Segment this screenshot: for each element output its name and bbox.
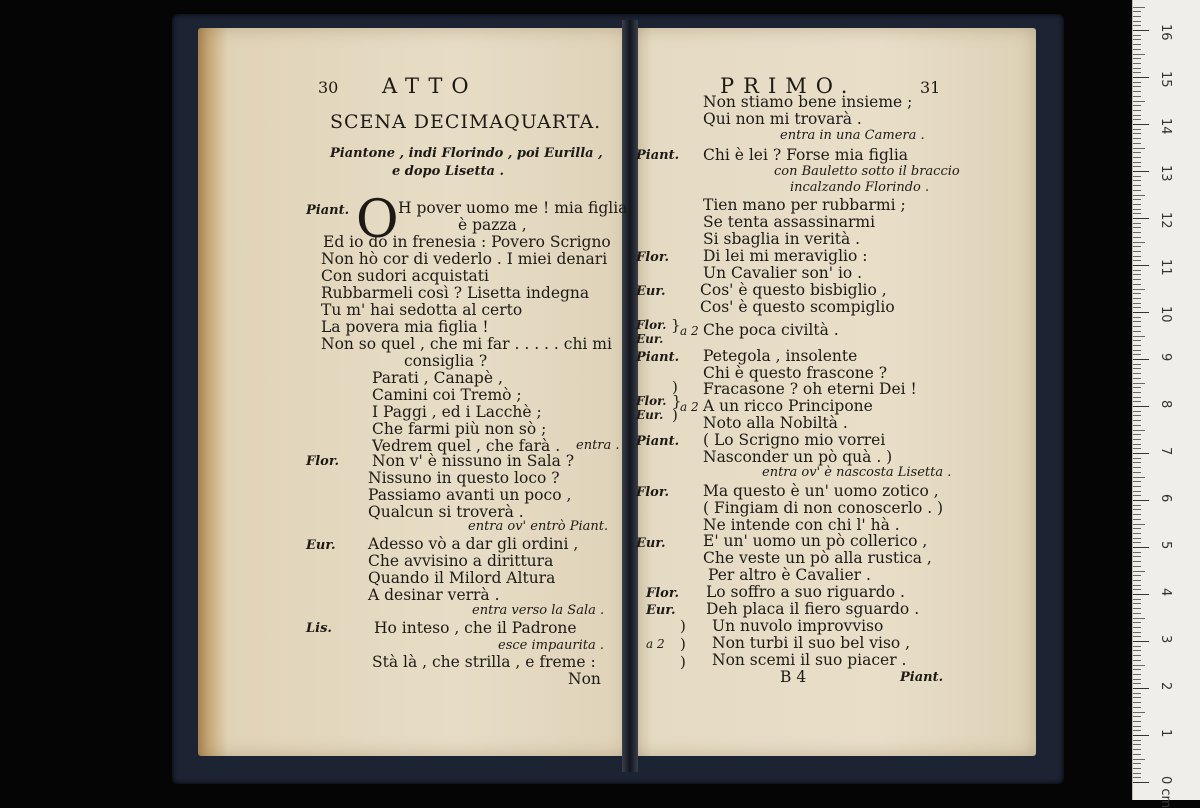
ruler-tick [1133, 21, 1141, 22]
verse-line: Fracasone ? oh eterni Dei ! [703, 380, 917, 398]
ruler-tick [1133, 204, 1141, 205]
verse-line: Non so quel , che mi far . . . . . chi mi [321, 335, 612, 353]
ruler-tick [1133, 256, 1141, 257]
ruler-tick [1133, 284, 1141, 285]
right-running-head: PRIMO. [720, 74, 857, 98]
ruler-tick [1133, 213, 1141, 214]
ruler-tick [1133, 580, 1141, 581]
ruler-tick [1133, 265, 1149, 266]
ruler-tick [1133, 759, 1145, 760]
verse-line: La povera mia figlia ! [321, 318, 489, 336]
ruler-tick [1133, 547, 1149, 548]
ruler-tick [1133, 105, 1141, 106]
ruler-label: 2 [1158, 682, 1173, 691]
a-due-marker: a 2 [646, 637, 665, 651]
ruler-tick [1133, 246, 1141, 247]
verse-line: Petegola , insolente [703, 347, 858, 365]
speaker-label: Eur. [636, 536, 666, 551]
ruler-tick [1133, 603, 1141, 604]
ruler-tick [1133, 434, 1141, 435]
ruler-tick [1133, 763, 1141, 764]
ruler-tick [1133, 721, 1141, 722]
ruler-tick [1133, 7, 1145, 8]
ruler-tick [1133, 495, 1141, 496]
ruler-tick [1133, 331, 1141, 332]
ruler-tick [1133, 585, 1141, 586]
ruler-tick [1133, 298, 1141, 299]
brace-mark: ) ) ) [680, 617, 686, 671]
ruler-tick [1133, 688, 1149, 689]
ruler-tick [1133, 552, 1141, 553]
ruler-tick [1133, 665, 1145, 666]
ruler-tick [1133, 660, 1141, 661]
speaker-label: Flor. [636, 250, 670, 265]
ruler-tick [1133, 368, 1141, 369]
ruler-tick [1133, 702, 1141, 703]
ruler-tick [1133, 674, 1141, 675]
measuring-ruler [1132, 0, 1200, 808]
ruler-tick [1133, 35, 1141, 36]
verse-line: Parati , Canapè , [372, 369, 503, 387]
ruler-tick [1133, 242, 1145, 243]
ruler-tick [1133, 697, 1141, 698]
ruler-label: 10 [1158, 306, 1173, 323]
verse-line: Qualcun si troverà . [368, 503, 524, 521]
stage-direction: incalzando Florindo . [790, 180, 930, 195]
ruler-label: 16 [1158, 24, 1173, 41]
speaker-label: Eur. [646, 603, 676, 618]
ruler-tick [1133, 425, 1141, 426]
verse-line: A desinar verrà . [368, 586, 500, 604]
left-running-head: ATTO [382, 74, 478, 98]
verse-line: Cos' è questo scompiglio [700, 298, 895, 316]
ruler-tick [1133, 730, 1141, 731]
verse-line: Ma questo è un' uomo zotico , [703, 482, 939, 500]
speaker-label: Piant. [306, 203, 350, 218]
ruler-tick [1133, 387, 1141, 388]
ruler-tick [1133, 44, 1141, 45]
verse-line: Di lei mi meraviglio : [703, 247, 868, 265]
ruler-tick [1133, 477, 1145, 478]
ruler-tick [1133, 54, 1145, 55]
verse-line: Tien mano per rubbarmi ; [703, 196, 906, 214]
ruler-tick [1133, 613, 1141, 614]
ruler-tick [1133, 209, 1141, 210]
ruler-tick [1133, 777, 1141, 778]
verse-line: I Paggi , ed i Lacchè ; [372, 403, 542, 421]
verse-line: Che avvisino a dirittura [368, 552, 554, 570]
ruler-tick [1133, 556, 1141, 557]
ruler-tick [1133, 223, 1141, 224]
ruler-tick [1133, 491, 1141, 492]
ruler-label: 7 [1158, 447, 1173, 456]
verse-line: Che poca civiltà . [703, 321, 839, 339]
verse-line: ( Lo Scrigno mio vorrei [703, 431, 886, 449]
ruler-tick [1133, 110, 1141, 111]
ruler-tick [1133, 68, 1141, 69]
ruler-tick [1133, 627, 1141, 628]
brace-mark: ) } ) [672, 378, 682, 424]
ruler-tick [1133, 260, 1141, 261]
ruler-label: 3 [1158, 635, 1173, 644]
ruler-label: 6 [1158, 494, 1173, 503]
stage-direction: entra verso la Sala . [472, 603, 605, 618]
ruler-tick [1133, 430, 1145, 431]
verse-line: Un Cavalier son' io . [703, 264, 863, 282]
verse-line: Qui non mi trovarà . [703, 110, 862, 128]
ruler-tick [1133, 49, 1141, 50]
brace-mark: } [671, 316, 681, 334]
speaker-label: Eur. [306, 538, 336, 553]
verse-line: Per altro è Cavalier . [708, 566, 871, 584]
ruler-tick [1133, 608, 1141, 609]
ruler-tick [1133, 768, 1141, 769]
ruler-tick [1133, 472, 1141, 473]
ruler-tick [1133, 646, 1141, 647]
ruler-tick [1133, 406, 1149, 407]
ruler-tick [1133, 566, 1141, 567]
ruler-tick [1133, 542, 1141, 543]
ruler-tick [1133, 289, 1145, 290]
ruler-tick [1133, 345, 1141, 346]
speaker-label: Eur. [636, 284, 666, 299]
ruler-tick [1133, 91, 1141, 92]
verse-line: Passiamo avanti un poco , [368, 486, 572, 504]
ruler-tick [1133, 86, 1141, 87]
ruler-tick [1133, 171, 1149, 172]
verse-line: Ho inteso , che il Padrone [374, 619, 577, 637]
ruler-tick [1133, 157, 1141, 158]
ruler-tick [1133, 317, 1141, 318]
verse-line: Deh placa il fiero sguardo . [706, 600, 920, 618]
catchword: Piant. [900, 670, 944, 685]
ruler-tick [1133, 439, 1141, 440]
ruler-tick [1133, 166, 1141, 167]
stage-direction: entra ov' è nascosta Lisetta . [762, 465, 952, 480]
verse-line: H pover uomo me ! mia figlia [398, 199, 628, 217]
ruler-tick [1133, 420, 1141, 421]
stage-direction: con Bauletto sotto il braccio [774, 164, 960, 179]
ruler-label: 0 cm [1158, 776, 1173, 808]
verse-line: Si sbaglia in verità . [703, 230, 861, 248]
ruler-tick [1133, 359, 1149, 360]
ruler-tick [1133, 307, 1141, 308]
ruler-tick [1133, 679, 1141, 680]
speaker-label: Flor. Eur. [636, 394, 667, 422]
ruler-tick [1133, 538, 1141, 539]
ruler-tick [1133, 500, 1149, 501]
ruler-tick [1133, 467, 1141, 468]
ruler-tick [1133, 754, 1141, 755]
speaker-label: Piant. [636, 148, 680, 163]
ruler-tick [1133, 162, 1141, 163]
a-due-marker: a 2 [680, 324, 699, 338]
verse-line: Camini coi Tremò ; [372, 386, 522, 404]
ruler-tick [1133, 279, 1141, 280]
ruler-tick [1133, 716, 1141, 717]
ruler-tick [1133, 124, 1149, 125]
ruler-tick [1133, 350, 1141, 351]
ruler-tick [1133, 411, 1141, 412]
ruler-tick [1133, 101, 1145, 102]
speaker-label: Lis. [306, 621, 332, 636]
ruler-tick [1133, 340, 1141, 341]
verse-line: Un nuvolo improvviso [712, 617, 884, 635]
ruler-label: 11 [1158, 259, 1173, 276]
ruler-tick [1133, 58, 1141, 59]
ruler-label: 4 [1158, 588, 1173, 597]
ruler-tick [1133, 712, 1145, 713]
ruler-tick [1133, 462, 1141, 463]
ruler-tick [1133, 575, 1141, 576]
ruler-tick [1133, 782, 1149, 783]
verse-line: Quando il Milord Altura [368, 569, 556, 587]
catchword: Non [568, 670, 601, 688]
ruler-tick [1133, 632, 1141, 633]
ruler-tick [1133, 383, 1145, 384]
ruler-tick [1133, 528, 1141, 529]
ruler-tick [1133, 735, 1149, 736]
verse-line: Adesso vò a dar gli ordini , [368, 535, 579, 553]
ruler-tick [1133, 415, 1141, 416]
verse-line: Tu m' hai sedotta al certo [321, 301, 523, 319]
ruler-tick [1133, 594, 1149, 595]
verse-line: Non scemi il suo piacer . [712, 651, 907, 669]
ruler-tick [1133, 740, 1141, 741]
ruler-tick [1133, 63, 1141, 64]
ruler-tick [1133, 693, 1141, 694]
ruler-tick [1133, 726, 1141, 727]
verse-line: Che farmi più non sò ; [372, 420, 547, 438]
ruler-tick [1133, 486, 1141, 487]
verse-line: Lo soffro a suo riguardo . [706, 583, 905, 601]
ruler-tick [1133, 669, 1141, 670]
verse-line: Ed io do in frenesia : Povero Scrigno [323, 233, 611, 251]
verse-line: Nissuno in questo loco ? [368, 469, 560, 487]
ruler-tick [1133, 312, 1149, 313]
stage-direction: esce impaurita . [498, 638, 605, 653]
ruler-tick [1133, 392, 1141, 393]
ruler-tick [1133, 622, 1141, 623]
ruler-tick [1133, 519, 1141, 520]
ruler-tick [1133, 185, 1141, 186]
ruler-tick [1133, 707, 1141, 708]
verse-line: Stà là , che strilla , e freme : [372, 653, 596, 671]
ruler-tick [1133, 336, 1145, 337]
drop-cap: O [356, 190, 399, 250]
ruler-tick [1133, 16, 1141, 17]
ruler-tick [1133, 397, 1141, 398]
ruler-label: 12 [1158, 212, 1173, 229]
ruler-tick [1133, 72, 1141, 73]
character-list-line-1: Piantone , indi Florindo , poi Eurilla , [330, 146, 603, 161]
left-page-number: 30 [318, 78, 339, 97]
ruler-tick [1133, 25, 1141, 26]
ruler-tick [1133, 326, 1141, 327]
ruler-tick [1133, 293, 1141, 294]
ruler-tick [1133, 176, 1141, 177]
ruler-tick [1133, 274, 1141, 275]
ruler-tick [1133, 618, 1145, 619]
ruler-tick [1133, 589, 1141, 590]
speaker-label: Flor. Eur. [636, 318, 667, 346]
verse-line: Noto alla Nobiltà . [703, 414, 848, 432]
ruler-tick [1133, 129, 1141, 130]
verse-line: Che veste un pò alla rustica , [703, 549, 932, 567]
ruler-tick [1133, 237, 1141, 238]
character-list-line-2: e dopo Lisetta . [392, 164, 504, 179]
stage-direction: entra . [576, 438, 620, 453]
ruler-tick [1133, 773, 1141, 774]
ruler-label: 8 [1158, 400, 1173, 409]
ruler-tick [1133, 524, 1145, 525]
ruler-tick [1133, 373, 1141, 374]
ruler-tick [1133, 401, 1141, 402]
ruler-tick [1133, 119, 1141, 120]
verse-line: Con sudori acquistati [321, 267, 489, 285]
right-page-number: 31 [920, 78, 941, 97]
verse-line: consiglia ? [404, 352, 488, 370]
ruler-tick [1133, 143, 1141, 144]
ruler-tick [1133, 749, 1141, 750]
scene-title: SCENA DECIMAQUARTA. [330, 111, 602, 133]
ruler-tick [1133, 444, 1141, 445]
verse-line: Vedrem quel , che farà . [372, 437, 561, 455]
ruler-tick [1133, 133, 1141, 134]
verse-line: Chi è lei ? Forse mia figlia [703, 146, 909, 164]
ruler-tick [1133, 650, 1141, 651]
ruler-label: 13 [1158, 165, 1173, 182]
ruler-label: 9 [1158, 353, 1173, 362]
ruler-tick [1133, 571, 1145, 572]
ruler-tick [1133, 364, 1141, 365]
verse-line: Nasconder un pò quà . ) [703, 448, 893, 466]
ruler-tick [1133, 453, 1149, 454]
ruler-tick [1133, 636, 1141, 637]
ruler-tick [1133, 514, 1141, 515]
ruler-tick [1133, 115, 1141, 116]
ruler-tick [1133, 96, 1141, 97]
ruler-tick [1133, 232, 1141, 233]
speaker-label: Piant. [636, 350, 680, 365]
ruler-tick [1133, 561, 1141, 562]
speaker-label: Flor. [636, 485, 670, 500]
ruler-tick [1133, 270, 1141, 271]
speaker-label: Piant. [636, 434, 680, 449]
stage-direction: entra ov' entrò Piant. [468, 519, 609, 534]
ruler-tick [1133, 39, 1141, 40]
ruler-tick [1133, 655, 1141, 656]
ruler-tick [1133, 218, 1149, 219]
verse-line: Se tenta assassinarmi [703, 213, 876, 231]
ruler-tick [1133, 458, 1141, 459]
ruler-label: 15 [1158, 71, 1173, 88]
ruler-tick [1133, 599, 1141, 600]
ruler-tick [1133, 744, 1141, 745]
ruler-tick [1133, 481, 1141, 482]
speaker-label: Flor. [306, 454, 340, 469]
ruler-tick [1133, 303, 1141, 304]
ruler-tick [1133, 533, 1141, 534]
verse-line: Rubbarmeli così ? Lisetta indegna [321, 284, 590, 302]
ruler-tick [1133, 321, 1141, 322]
verse-line: Non hò cor di vederlo . I miei denari [321, 250, 608, 268]
ruler-tick [1133, 641, 1149, 642]
ruler-label: 5 [1158, 541, 1173, 550]
ruler-tick [1133, 251, 1141, 252]
ruler-label: 14 [1158, 118, 1173, 135]
ruler-tick [1133, 227, 1141, 228]
ruler-tick [1133, 683, 1141, 684]
ruler-tick [1133, 11, 1141, 12]
ruler-tick [1133, 505, 1141, 506]
ruler-tick [1133, 378, 1141, 379]
verse-line: Non v' è nissuno in Sala ? [372, 452, 575, 470]
verse-line: Chi è questo frascone ? [703, 364, 888, 382]
verse-line: ( Fingiam di non conoscerlo . ) [703, 499, 944, 517]
ruler-tick [1133, 82, 1141, 83]
a-due-marker: a 2 [680, 400, 699, 414]
stage-direction: entra in una Camera . [780, 128, 925, 143]
ruler-tick [1133, 190, 1141, 191]
ruler-tick [1133, 509, 1141, 510]
verse-line: Non turbi il suo bel viso , [712, 634, 911, 652]
ruler-tick [1133, 30, 1149, 31]
signature-mark: B 4 [780, 668, 807, 686]
verse-line: E' un' uomo un pò collerico , [703, 532, 928, 550]
ruler-tick [1133, 148, 1145, 149]
ruler-tick [1133, 180, 1141, 181]
ruler-tick [1133, 448, 1141, 449]
verse-line: Ne intende con chi l' hà . [703, 516, 900, 534]
ruler-tick [1133, 195, 1145, 196]
ruler-tick [1133, 77, 1149, 78]
verse-line: è pazza , [458, 216, 527, 234]
speaker-label: Flor. [646, 586, 680, 601]
verse-line: Cos' è questo bisbiglio , [700, 281, 887, 299]
verse-line: Non stiamo bene insieme ; [703, 93, 913, 111]
ruler-tick [1133, 152, 1141, 153]
ruler-tick [1133, 354, 1141, 355]
ruler-label: 1 [1158, 729, 1173, 738]
verse-line: A un ricco Principone [703, 397, 873, 415]
ruler-tick [1133, 199, 1141, 200]
ruler-tick [1133, 138, 1141, 139]
